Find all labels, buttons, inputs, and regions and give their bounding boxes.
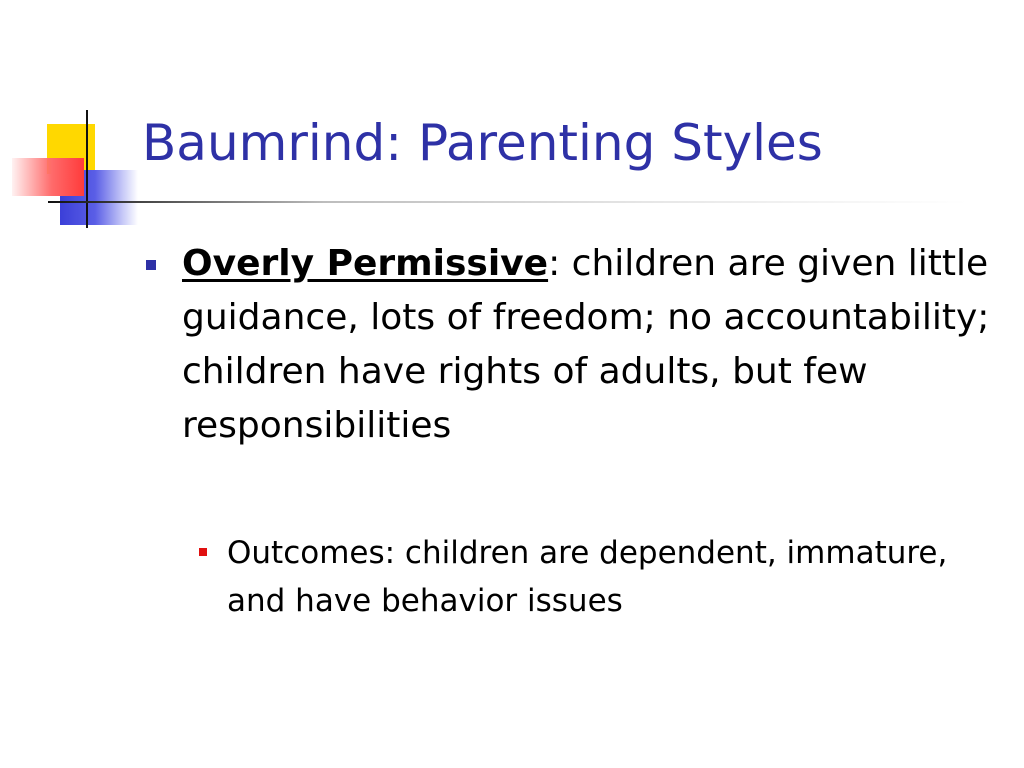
square-bullet-icon — [199, 548, 207, 556]
bullet-description: children are given little guidance, lots of freedom; no accountability; children have rights of adults, but few responsibilities — [182, 243, 990, 446]
bullet-text — [182, 237, 996, 453]
bullet-item-overly-permissive — [146, 237, 996, 453]
slide-title: Baumrind: Parenting Styles — [142, 114, 823, 172]
bullet-separator: : — [548, 243, 561, 284]
bullet-term: Overly Permissive — [182, 243, 549, 284]
title-underline-rule — [48, 201, 968, 203]
sub-bullet-text: Outcomes: children are dependent, immature, and have behavior issues — [227, 535, 948, 619]
decorative-vertical-line — [86, 110, 88, 228]
decorative-red-square — [12, 158, 84, 196]
square-bullet-icon — [146, 260, 156, 270]
sub-bullet-item-outcomes — [199, 529, 959, 625]
